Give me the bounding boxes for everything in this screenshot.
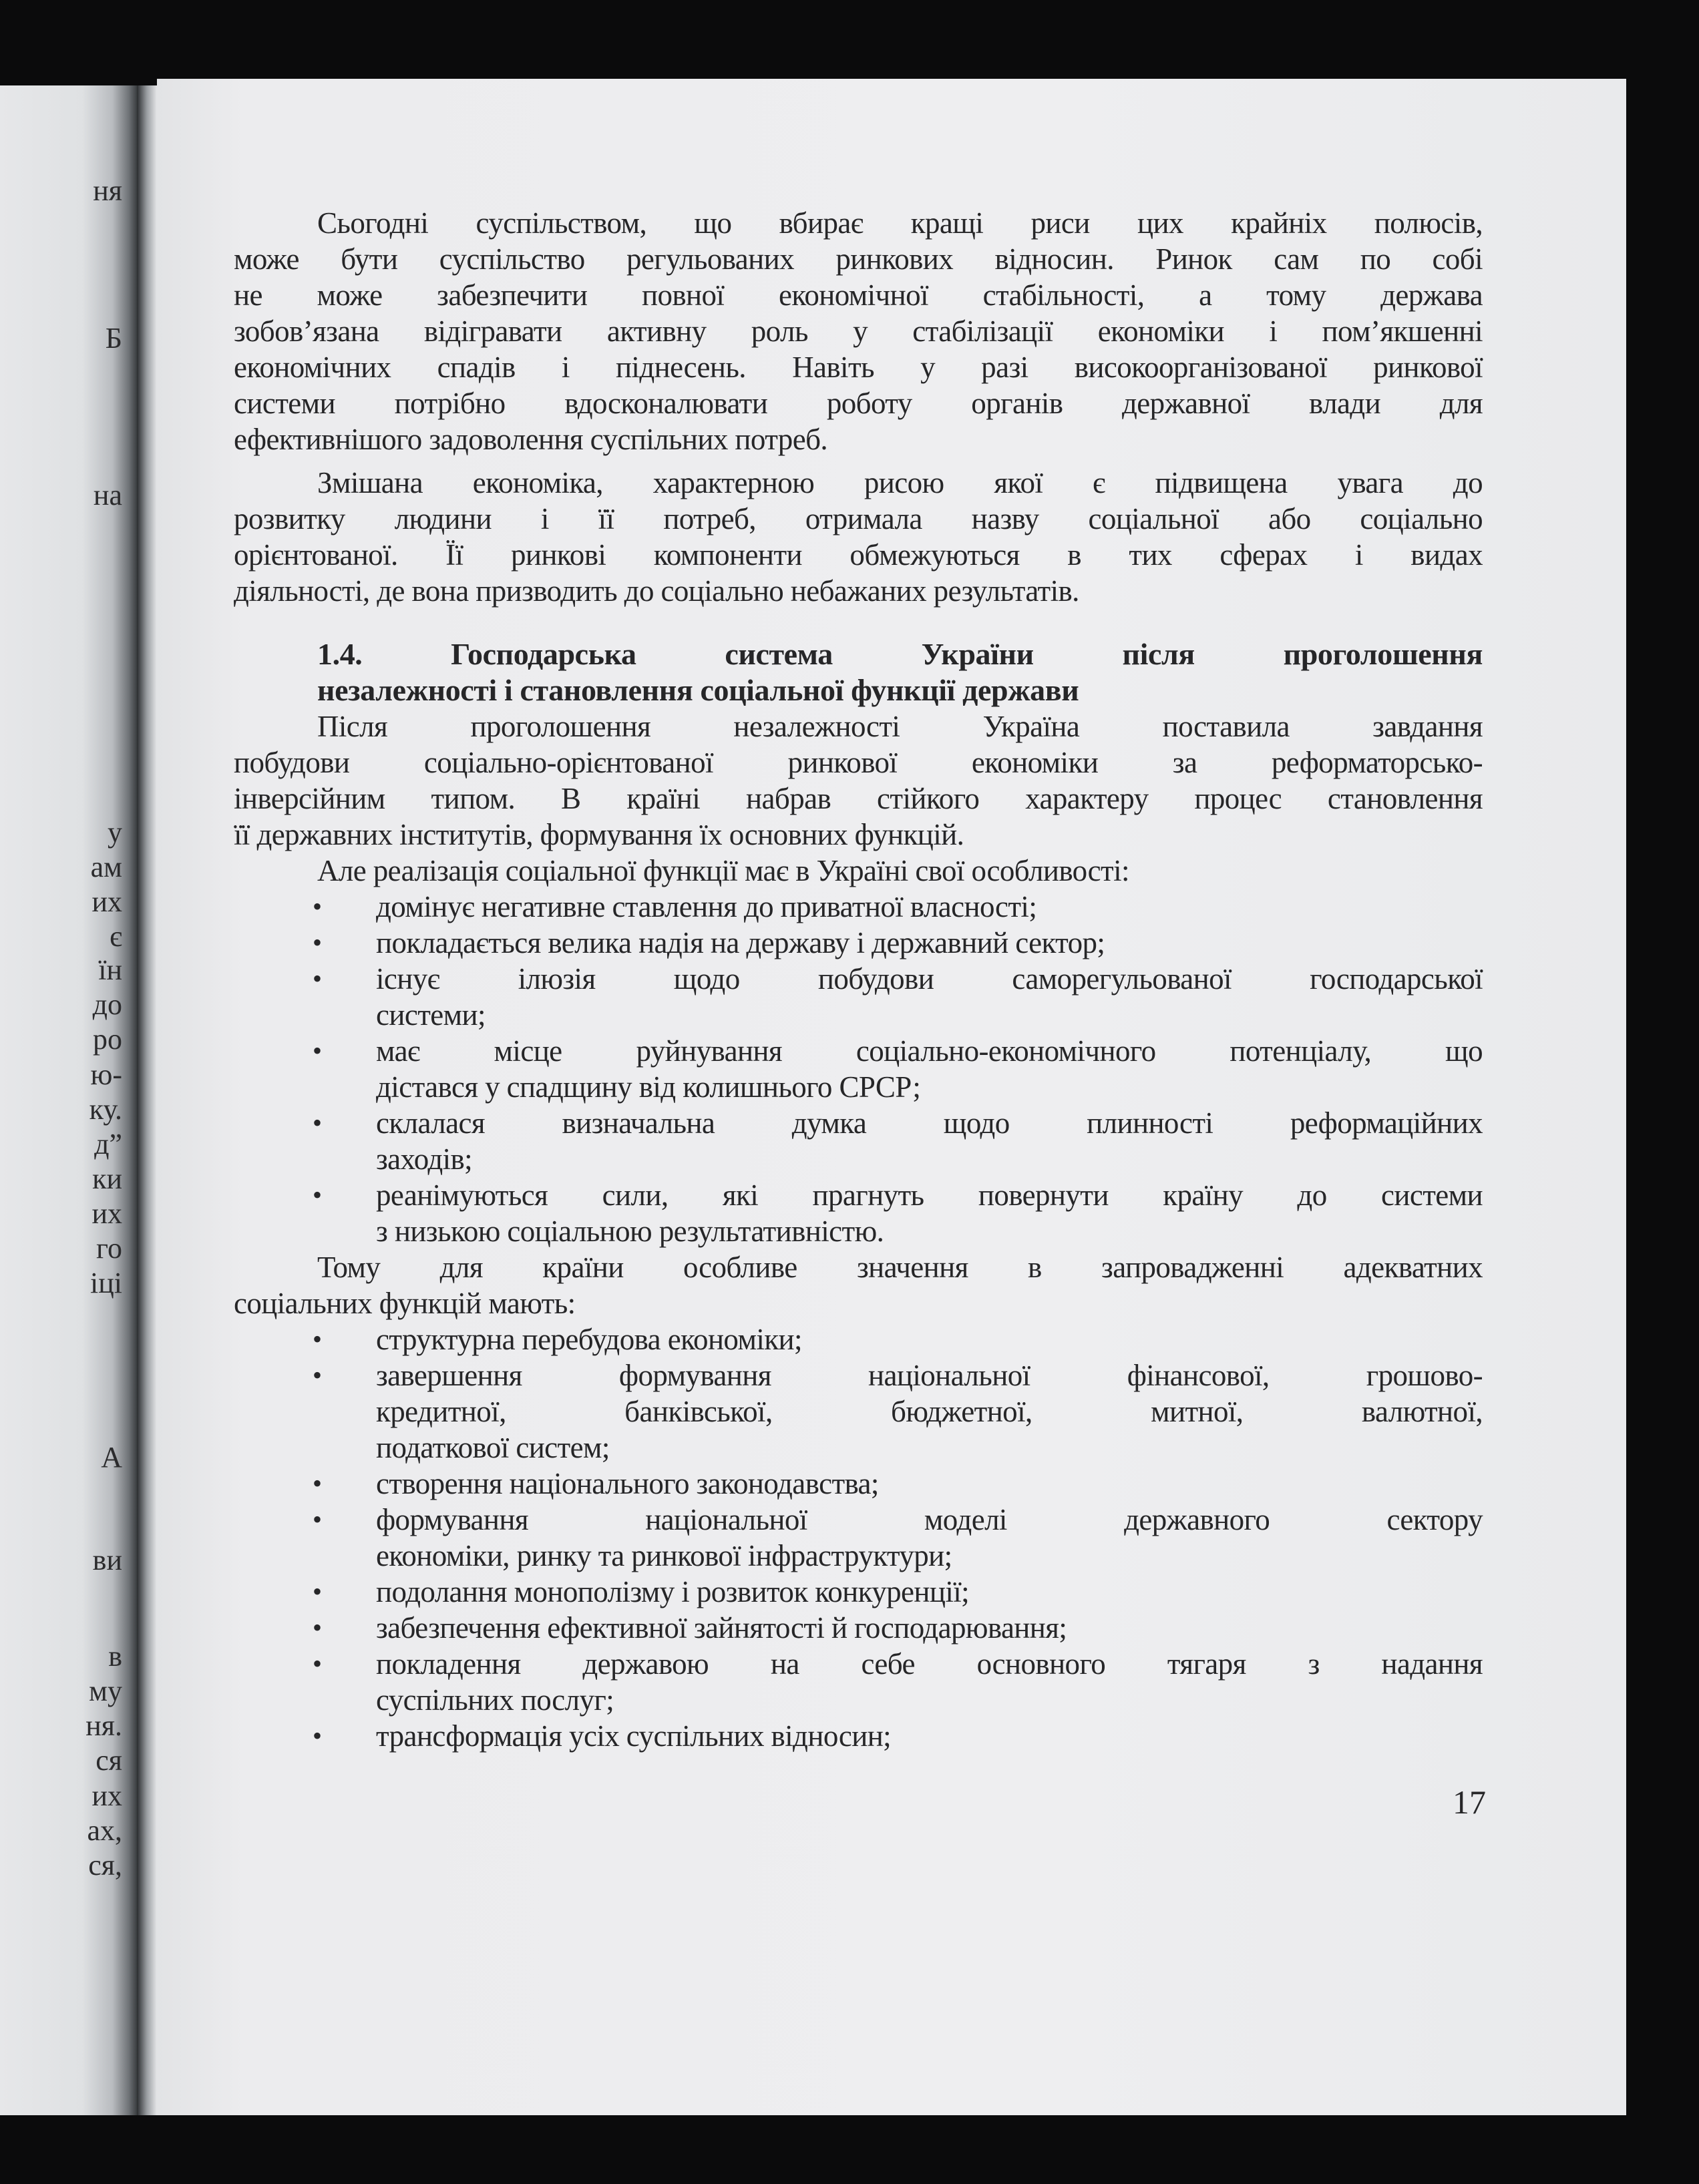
left-page-text-fragment: Б [105, 322, 122, 355]
bullet-icon: • [313, 1576, 323, 1606]
paragraph [234, 465, 1483, 609]
paragraph [234, 1249, 1483, 1321]
left-page-text-fragment: ку. [89, 1093, 122, 1126]
text-line: Сьогодні суспільством, що вбирає кращі риси цих крайніх полюсів, [317, 206, 1483, 240]
left-page-text-fragment: ах, [87, 1814, 122, 1847]
bullet-icon: • [313, 1612, 323, 1643]
text-line: розвитку людини і її потреб, отримала назву соціальної або соціально [234, 502, 1483, 535]
bullet-icon: • [313, 1180, 323, 1210]
text-line: діяльності, де вона призводить до соціально небажаних результатів. [234, 574, 1079, 608]
text-line: склалася визначальна думка щодо плинності реформаційних [376, 1106, 1483, 1140]
text-line: зобов’язана відігравати активну роль у стабілізації економіки і пом’якшенні [234, 314, 1483, 348]
bullet-list-item [234, 889, 1483, 925]
page-body [234, 205, 1483, 1754]
text-line: забезпечення ефективної зайнятості й господарювання; [376, 1611, 1067, 1645]
bullet-icon: • [313, 1468, 323, 1498]
text-line: покладається велика надія на державу і державний сектор; [376, 926, 1105, 959]
left-page-text-fragment: ня [93, 174, 122, 207]
text-line: створення національного законодавства; [376, 1467, 879, 1500]
bullet-list-item [234, 1646, 1483, 1718]
bullet-icon: • [313, 1649, 323, 1679]
left-page-text-fragment: ся [96, 1744, 122, 1777]
left-page-text-fragment: є [110, 920, 122, 953]
left-page-text-fragment: ня. [85, 1709, 122, 1742]
page-number: 17 [1453, 1783, 1486, 1821]
text-line: кредитної, банківської, бюджетної, митної, валютної, [376, 1395, 1483, 1428]
text-line: може бути суспільство регульованих ринкових відносин. Ринок сам по собі [234, 242, 1483, 276]
text-line: економічних спадів і піднесень. Навіть у разі високоорганізованої ринкової [234, 351, 1483, 384]
text-line: побудови соціально-орієнтованої ринкової економіки за реформаторсько- [234, 746, 1483, 779]
text-line: інверсійним типом. В країні набрав стійкого характеру процес становлення [234, 782, 1483, 815]
text-line: податкової систем; [376, 1431, 610, 1464]
bullet-icon: • [313, 1036, 323, 1066]
left-page-text-fragment: ро [93, 1023, 122, 1056]
text-line: Після проголошення незалежності Україна поставила завдання [317, 710, 1483, 743]
left-page-text-fragment: іці [90, 1267, 122, 1299]
text-line: домінує негативне ставлення до приватної власності; [376, 890, 1037, 923]
left-page-text-fragment: в [108, 1640, 122, 1673]
bullet-icon: • [313, 1324, 323, 1354]
text-line: подолання монополізму і розвиток конкуренції; [376, 1575, 970, 1608]
left-page-text-fragment: їн [98, 953, 122, 986]
text-line: системи; [376, 998, 486, 1032]
left-page-text-fragment: их [91, 885, 122, 918]
paragraph [234, 205, 1483, 457]
text-line: трансформація усіх суспільних відносин; [376, 1719, 892, 1753]
left-page-text-fragment: ся, [88, 1849, 122, 1882]
paragraph [234, 708, 1483, 853]
left-page-text-fragment: их [91, 1197, 122, 1230]
bullet-list-item [234, 1357, 1483, 1466]
bullet-list-item [234, 1033, 1483, 1105]
bullet-list-item [234, 961, 1483, 1033]
bullet-list-item [234, 1574, 1483, 1610]
bullet-list-item [234, 1718, 1483, 1754]
bullet-list-item [234, 1321, 1483, 1357]
bullet-list-item [234, 925, 1483, 961]
text-line: орієнтованої. Її ринкові компоненти обмежуються в тих сферах і видах [234, 538, 1483, 572]
left-page-text-fragment: ю- [90, 1058, 122, 1091]
text-line: з низькою соціальною результативністю. [376, 1215, 884, 1248]
text-line: Змішана економіка, характерною рисою якої є підвищена увага до [317, 466, 1483, 499]
paragraph [234, 853, 1483, 889]
left-page-text-fragment: му [89, 1675, 122, 1707]
left-page-text-fragment: на [93, 479, 122, 511]
left-page-text-fragment: ки [92, 1162, 122, 1195]
section-heading [234, 636, 1483, 708]
text-line: не може забезпечити повної економічної стабільності, а тому держава [234, 278, 1483, 312]
text-line: системи потрібно вдосконалювати роботу органів державної влади для [234, 387, 1483, 420]
left-page-text-fragment: до [92, 988, 122, 1021]
text-line: заходів; [376, 1142, 473, 1176]
text-line: дістався у спадщину від колишнього СРСР; [376, 1070, 921, 1104]
bullet-icon: • [313, 963, 323, 994]
text-line: ефективнішого задоволення суспільних потреб. [234, 423, 828, 456]
bullet-list-item [234, 1466, 1483, 1502]
left-page-text-fragment: их [91, 1779, 122, 1812]
left-page-text-fragment: ам [90, 851, 122, 883]
text-line: формування національної моделі державного сектору [376, 1503, 1483, 1536]
left-page-text-fragment: го [96, 1232, 122, 1265]
bullet-icon: • [313, 1504, 323, 1534]
bullet-icon: • [313, 1721, 323, 1751]
bullet-icon: • [313, 1108, 323, 1138]
text-line: існує ілюзія щодо побудови саморегульованої господарської [376, 962, 1483, 996]
text-line: незалежності і становлення соціальної функції держави [317, 673, 1079, 707]
text-line: завершення формування національної фінансової, грошово- [376, 1359, 1483, 1392]
text-line: Тому для країни особливе значення в запровадженні адекватних [317, 1251, 1483, 1284]
text-line: суспільних послуг; [376, 1683, 614, 1717]
text-line: покладення державою на себе основного тягаря з надання [376, 1647, 1483, 1681]
bullet-icon: • [313, 1360, 323, 1390]
bullet-list-item [234, 1105, 1483, 1177]
text-line: її державних інститутів, формування їх основних функцій. [234, 818, 964, 851]
left-page-text-fragment: А [101, 1441, 122, 1474]
text-line: економіки, ринку та ринкової інфраструктури; [376, 1539, 952, 1572]
left-page-text-fragment: ви [92, 1544, 122, 1576]
text-line: Але реалізація соціальної функції має в Україні свої особливості: [317, 854, 1129, 887]
text-line: соціальних функцій мають: [234, 1287, 576, 1320]
text-line: 1.4. Господарська система України після проголошення [317, 637, 1483, 671]
text-line: реанімуються сили, які прагнуть повернути країну до системи [376, 1178, 1483, 1212]
left-page-text-fragment: у [108, 816, 122, 849]
bullet-list-item [234, 1177, 1483, 1249]
left-page-edge [0, 85, 137, 2115]
text-line: структурна перебудова економіки; [376, 1323, 802, 1356]
bullet-icon: • [313, 927, 323, 957]
bullet-icon: • [313, 891, 323, 921]
bullet-list-item [234, 1610, 1483, 1646]
bullet-list-item [234, 1502, 1483, 1574]
book-gutter [137, 85, 157, 2115]
left-page-text-fragment: д” [94, 1128, 122, 1160]
text-line: має місце руйнування соціально-економічного потенціалу, що [376, 1034, 1483, 1068]
